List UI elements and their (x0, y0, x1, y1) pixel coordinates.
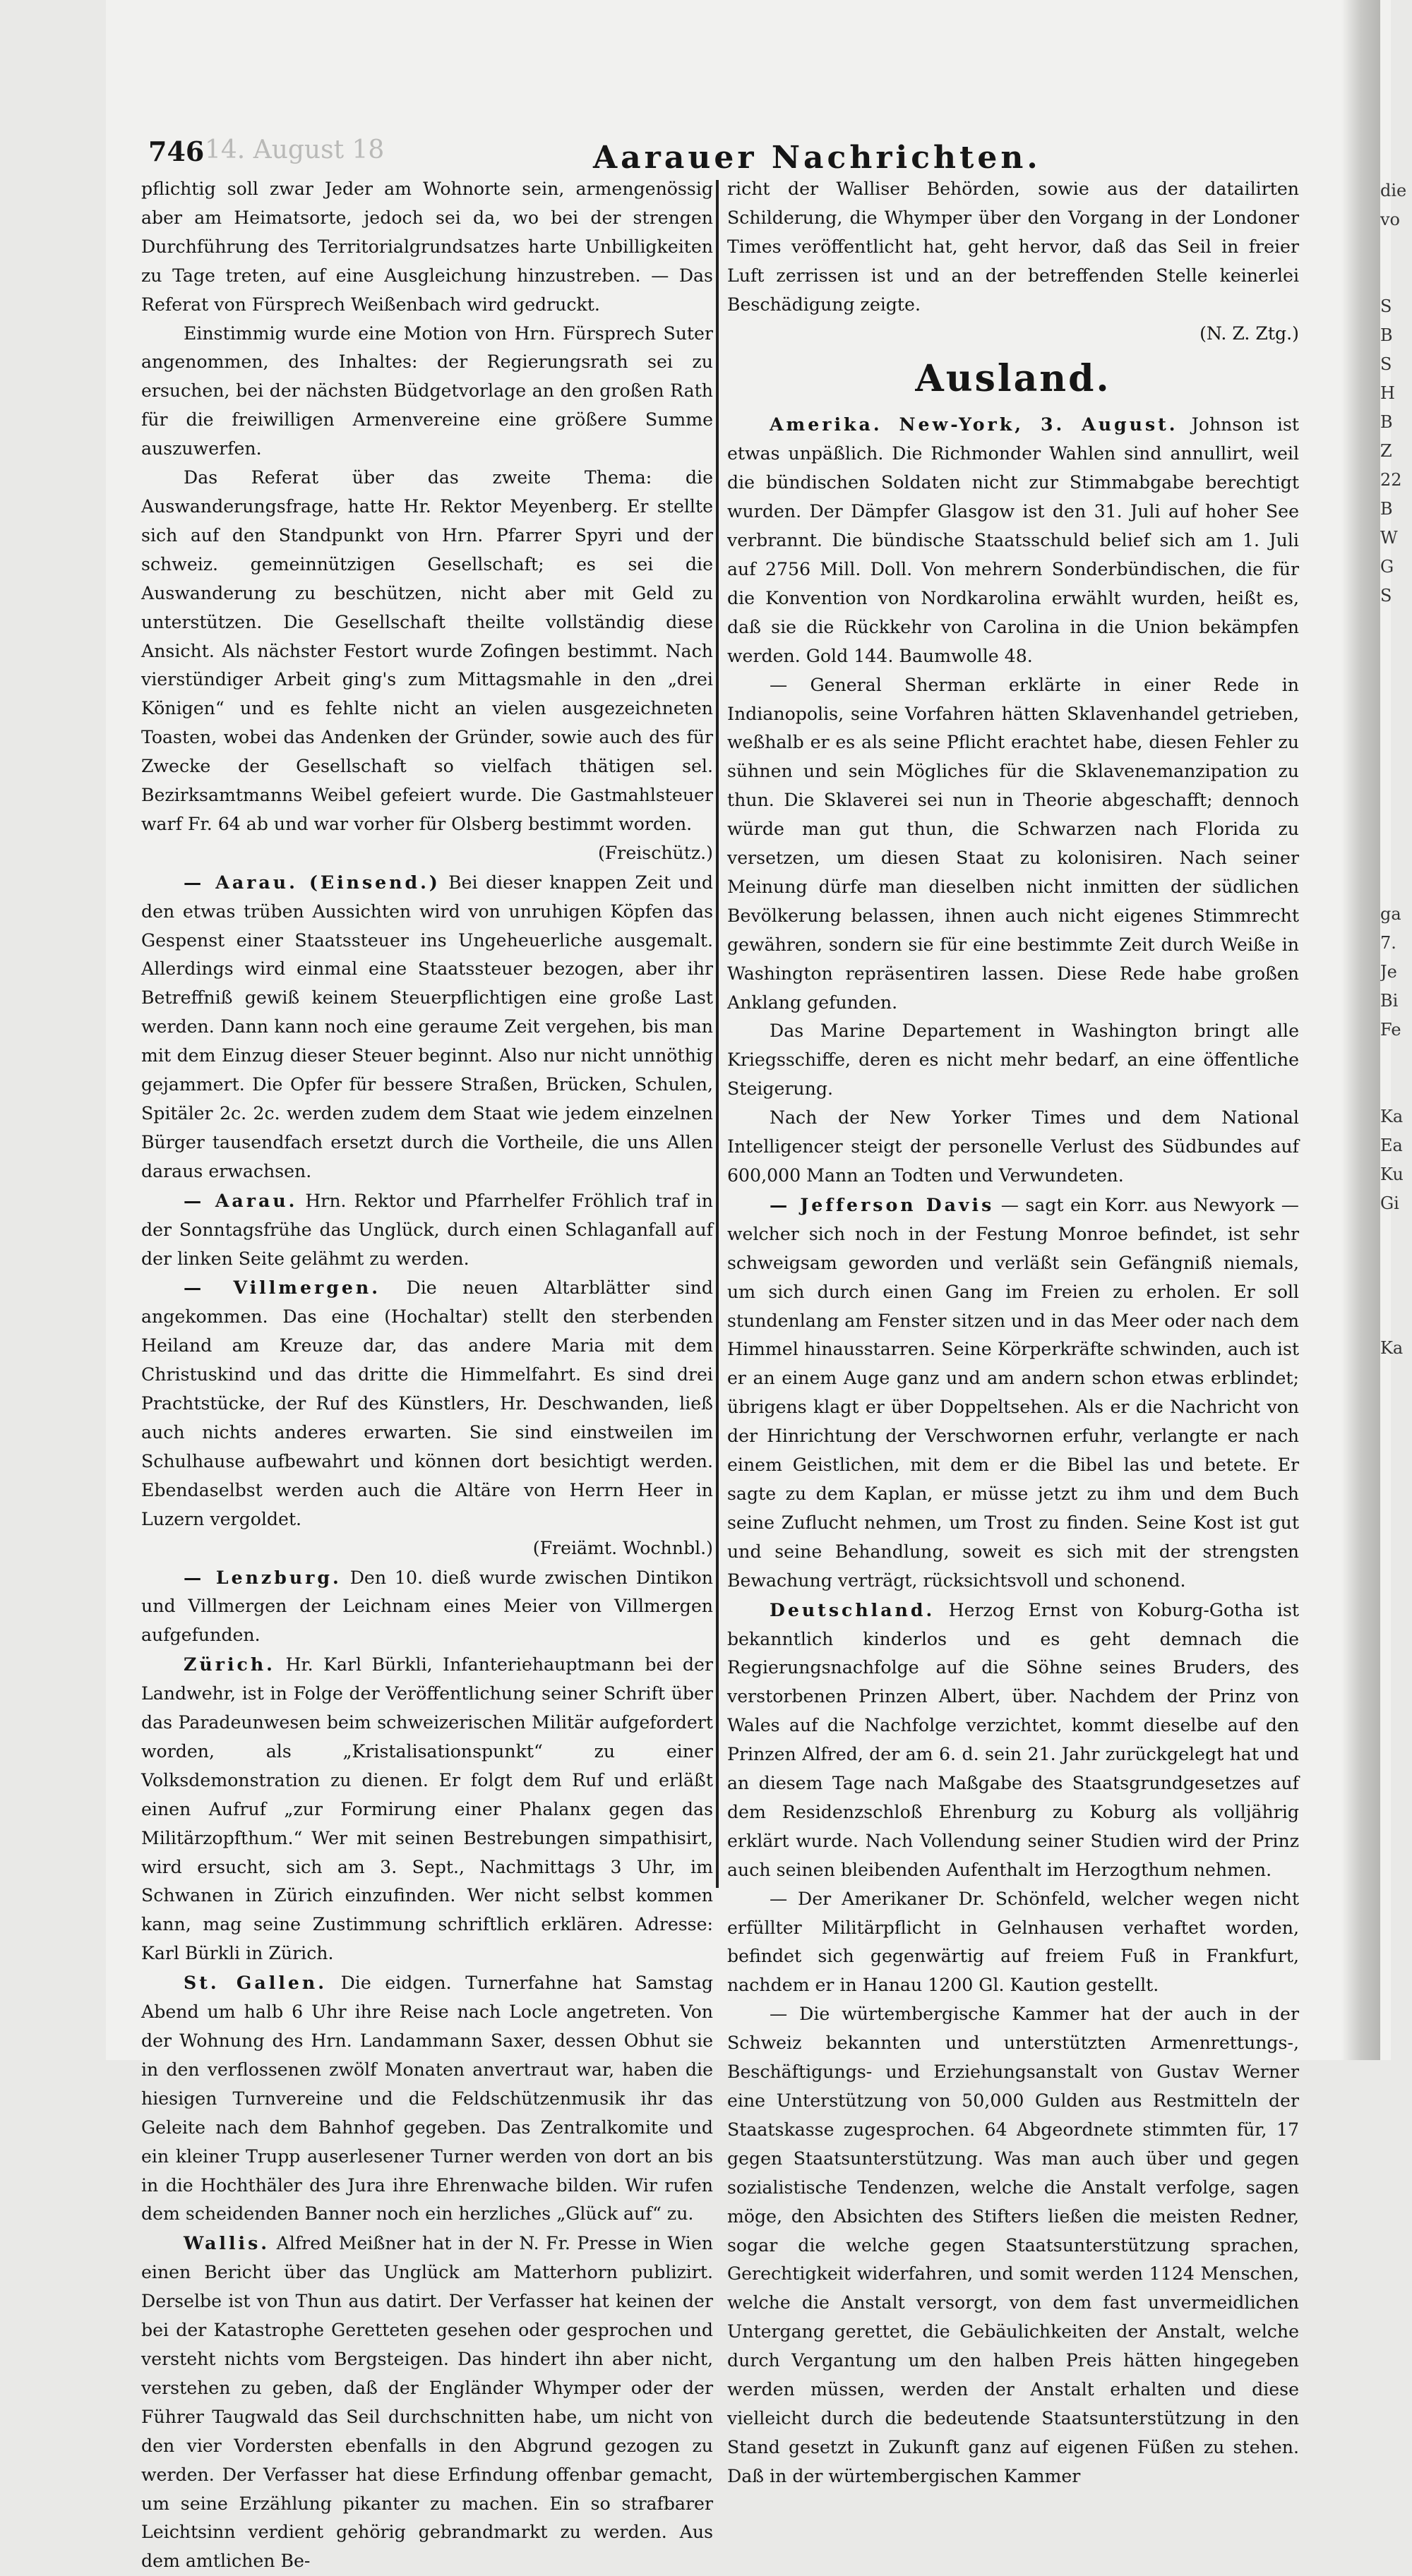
fragment-text (1380, 234, 1412, 263)
fragment-text: Gi (1380, 1193, 1399, 1213)
fragment-text: ga (1380, 904, 1401, 924)
article-source: (Freiämt. Wochnbl.) (532, 1537, 713, 1558)
page-gutter (1341, 0, 1380, 2060)
fragment-text: Fe (1380, 1020, 1401, 1040)
fragment-text: 7. (1380, 933, 1396, 953)
fragment-text: Bi (1380, 991, 1399, 1011)
right-column (727, 175, 1299, 2491)
article-paragraph (727, 1191, 1299, 1596)
article-paragraph (141, 464, 713, 839)
article-paragraph (141, 1650, 713, 1968)
article-text: Das Referat über das zweite Thema: die Auswanderungsfrage, hatte Hr. Rektor Meyenberg. Er stellte sich auf den Standpunkt von Hrn. Pfarrer Spyri und der schweiz. gemeinnützigen Gesellschaft; es sei die Auswanderung zu beschützen, nicht aber mit Geld zu unterstützen. Die Gesellschaft theilte vollständig diese Ansicht. Als nächster Festort wurde Zofingen bestimmt. Nach vierstündiger Arbeit ging's zum Mittagsmahle in den „drei Königen“ und es fehlte nicht an vielen ausgezeichneten Toasten, wobei das Andenken der Gründer, sowie auch des für Zwecke der Gesellschaft so vielfach thätigen sel. Bezirksamtmanns Weibel gefeiert wurde. Die Gastmahlsteuer warf Fr. 64 ab und war vorher für Olsberg bestimmt worden. (141, 467, 713, 834)
article-paragraph (727, 1104, 1299, 1191)
article-text: Den 10. dieß wurde zwischen Dintikon und Villmergen der Leichnam eines Meier von Villmergen aufgefunden. (141, 1567, 713, 1646)
fragment-text (1380, 1305, 1412, 1334)
fragment-text: W (1380, 528, 1398, 548)
article-paragraph (141, 1968, 713, 2229)
masthead-title: Aarauer Nachrichten. (593, 140, 1041, 176)
article-text: — General Sherman erklärte in einer Rede in Indianopolis, seine Vorfahren hätten Sklavenhandel getrieben, weßhalb er es als seine Pflicht erachtet habe, diesen Fehler zu sühnen und sein Mögliches für die Sklavenemanzipation zu thun. Die Sklaverei sei nun in Theorie abgeschafft; dennoch würde man gut thun, die Schwarzen nach Florida zu versetzen, um diesen Staat zu kolonisiren. Nach seiner Meinung dürfe man dieselben nicht inmitten der südlichen Bevölkerung belassen, ihnen auch nicht eigenes Stimmrecht gewähren, sondern sie für eine bestimmte Zeit durch Weiße in Washington repräsentiren lassen. Diese Rede habe großen Anklang gefunden. (727, 674, 1299, 1013)
fragment-text: Ku (1380, 1164, 1404, 1184)
fragment-text: 22 (1380, 470, 1402, 490)
article-paragraph (141, 1273, 713, 1534)
fragment-text: G (1380, 557, 1394, 577)
article-paragraph (727, 671, 1299, 1018)
article-paragraph (141, 868, 713, 1186)
article-dateline: Amerika. New-York, 3. August. (770, 414, 1178, 435)
fragment-text: B (1380, 412, 1393, 432)
article-text: Das Marine Departement in Washington bringt alle Kriegsschiffe, deren es nicht mehr bedarf, an eine öffentliche Steigerung. (727, 1021, 1299, 1100)
article-dateline: Deutschland. (770, 1599, 935, 1620)
article-dateline: — Jefferson Davis (770, 1193, 995, 1215)
fragment-text (1380, 668, 1412, 697)
section-heading-ausland: Ausland. (915, 357, 1111, 401)
fragment-text (1380, 726, 1412, 755)
article-paragraph (141, 1186, 713, 1274)
article-text: Einstimmig wurde eine Motion von Hrn. Fürsprech Suter angenommen, des Inhaltes: der Regierungsrath sei zu ersuchen, bei der nächsten Büdgetvorlage an den großen Rath für die freiwilligen Armenvereine eine größere Summe auszuwerfen. (141, 323, 713, 459)
fragment-text (1380, 755, 1412, 784)
fragment-text (1380, 1045, 1412, 1073)
bleed-through-date: 14. August 18 (205, 136, 385, 164)
article-dateline: — Villmergen. (184, 1277, 381, 1299)
fragment-text: S (1380, 296, 1392, 316)
article-text: Die neuen Altarblätter sind angekommen. Das eine (Hochaltar) stellt den sterbenden Heiland am Kreuze dar, das andere Maria mit dem Christuskind und das dritte die Himmelfahrt. Es sind drei Prachtstücke, der Ruf des Künstlers, Hr. Deschwanden, ließ auch nichts anderes erwarten. Sie sind einstweilen im Schulhause aufbewahrt und können dort besichtigt werden. Ebendaselbst werden auch die Altäre von Herrn Heer in Luzern vergoldet. (141, 1277, 713, 1529)
fragment-text: Je (1380, 962, 1397, 982)
fragment-text: die (1380, 181, 1407, 200)
article-source: (N. Z. Ztg.) (1199, 323, 1299, 344)
right-articles (727, 410, 1299, 2491)
article-dateline: — Aarau. (184, 1189, 298, 1211)
article-text: Herzog Ernst von Koburg-Gotha ist bekanntlich kinderlos und es geht demnach die Regierungsnachfolge auf die Söhne seines Bruders, des verstorbenen Prinzen Albert, über. Nachdem der Prinz von Wales auf die Nachfolge verzichtet, kommt dieselbe auf den Prinzen Alfred, der am 6. d. sein 21. Jahr zurückgelegt hat und an diesem Tage nach Maßgabe des Staatsgrundgesetzes auf dem Residenzschloß Ehrenburg zu Koburg als volljährig erklärt wurde. Nach Vollendung seiner Studien wird der Prinz auch seinen bleibenden Aufenthalt im Herzogthum nehmen. (727, 1599, 1299, 1880)
article-paragraph (141, 320, 713, 464)
fragment-text (1380, 610, 1412, 639)
article-text: Alfred Meißner hat in der N. Fr. Presse in Wien einen Bericht über das Unglück am Matterhorn publizirt. Derselbe ist von Thun aus datirt. Der Verfasser hat keinen der bei der Katastrophe Geretteten gesehen oder gesprochen und versteht nichts vom Bergsteigen. Das hindert ihn aber nicht, verstehen zu geben, daß der Engländer Whymper oder der Führer Taugwald das Seil durchschnitten habe, um nicht von den vier Vordersten ebenfalls in den Abgrund gezogen zu werden. Der Verfasser hat diese Erfindung offenbar gemacht, um seine Erzählung pikanter zu machen. Ein so strafbarer Leichtsinn verdient gehörig gebrandmarkt zu werden. Aus dem amtlichen Be- (141, 2233, 713, 2572)
fragment-text (1380, 263, 1412, 292)
article-text: Hr. Karl Bürkli, Infanteriehauptmann bei der Landwehr, ist in Folge der Veröffentlichung seiner Schrift über das Paradeunwesen beim schweizerischen Militär aufgefordert worden, als „Kristalisationspunkt“ zu einer Volksdemonstration zu dienen. Er folgt dem Ruf und erläßt einen Aufruf „zur Formirung einer Phalanx gegen das Militärzopfthum.“ Wer mit seinen Bestrebungen simpathisirt, wird ersucht, sich am 3. Sept., Nachmittags 3 Uhr, im Schwanen in Zürich einzufinden. Wer nicht selbst kommen kann, mag seine Zustimmung schriftlich erklären. Adresse: Karl Bürkli in Zürich. (141, 1654, 713, 1964)
fragment-text (1380, 1247, 1412, 1276)
article-text: pflichtig soll zwar Jeder am Wohnorte sein, armengenössig aber am Heimatsorte, jedoch sei da, wo bei der strengen Durchführung des Territorialgrundsatzes harte Unbilligkeiten zu Tage treten, auf eine Ausgleichung hinzustreben. — Das Referat von Fürsprech Weißenbach wird gedruckt. (141, 179, 713, 315)
article-text: Johnson ist etwas unpäßlich. Die Richmonder Wahlen sind annullirt, weil die bündischen Soldaten nicht zur Stimmabgabe berechtigt wurden. Der Dämpfer Glasgow ist den 31. Juli auf hoher See verbrannt. Die bündische Staatsschuld belief sich am 1. Juli auf 2756 Mill. Doll. Von mehrern Sonderbündischen, die für die Konvention von Nordkarolina erwählt wurden, heißt es, daß sie die Rückkehr von Carolina in die Union bekämpfen werden. Gold 144. Baumwolle 48. (727, 414, 1299, 666)
article-paragraph (141, 1563, 713, 1651)
fragment-text (1380, 871, 1412, 900)
article-text: Nach der New Yorker Times und dem National Intelligencer steigt der personelle Verlust des Südbundes auf 600,000 Mann an Todten und Verwundeten. (727, 1107, 1299, 1186)
column-divider (716, 180, 719, 1888)
article-paragraph (141, 2229, 713, 2576)
fragment-text: S (1380, 586, 1392, 606)
left-column (141, 175, 713, 2576)
fragment-text (1380, 697, 1412, 726)
fragment-text: Ka (1380, 1107, 1404, 1126)
article-text: — sagt ein Korr. aus Newyork — welcher sich noch in der Festung Monroe befindet, ist sehr schweigsam geworden und verläßt sein Gefängniß niemals, um sich durch einen Gang im Freien zu erholen. Er soll stundenlang am Fenster sitzen und in das Meer oder nach dem Himmel hinausstarren. Seine Körperkräfte schwinden, auch ist er an einem Auge ganz und am andern schon etwas erblindet; übrigens klagt er über Doppeltsehen. Als er die Nachricht von der Hinrichtung der Verschwornen erfuhr, verlangte er nach einem Geistlichen, mit dem er die Bibel las und betete. Er sagte zu dem Kaplan, er müsse jetzt zu ihm und dem Buch seine Zuflucht nehmen, um Trost zu finden. Seine Kost ist gut und seine Behandlung, soweit es sich mit der strengsten Bewachung verträgt, rücksichtsvoll und schonend. (727, 1194, 1299, 1591)
fragment-text: H (1380, 383, 1395, 403)
article-text: Die eidgen. Turnerfahne hat Samstag Abend um halb 6 Uhr ihre Reise nach Locle angetreten. Von der Wohnung des Hrn. Landammann Saxer, dessen Obhut sie in den verflossenen zwölf Monaten anvertraut war, haben die hiesigen Turnvereine und die Feldschützenmusik ihr das Geleite nach dem Bahnhof gegeben. Das Zentralkomite und ein kleiner Trupp auserlesener Turner werden von dort an bis in die Hochthäler des Jura ihre Ehrenwache bilden. Wir rufen dem scheidenden Banner noch ein herzliches „Glück auf“ zu. (141, 1973, 713, 2225)
article-text: — Die würtembergische Kammer hat der auch in der Schweiz bekannten und unterstützten Armenrettungs-, Beschäftigungs- und Erziehungsanstalt von Gustav Werner eine Unterstützung von 50,000 Gulden aus Restmitteln der Staatskasse zugesprochen. 64 Abgeordnete stimmten für, 17 gegen Staatsunterstützung. Was man auch über und gegen sozialistische Tendenzen, welche die Anstalt verfolge, sagen möge, den Absichten des Stifters ließen die meisten Redner, sogar die welche gegen Staatsunterstützung sprachen, Gerechtigkeit widerfahren, und somit werden 1124 Menschen, welche die Anstalt versorgt, von dem fast unvermeidlichen Untergang gerettet, die Gebäulichkeiten der Anstalt, welche durch Vergantung um den halben Preis hätten hingegeben werden müssen, werden der Anstalt erhalten und diese vielleicht durch die bedeutende Staatsunterstützung in den Stand gesetzt in Zukunft ganz auf eigenen Füßen zu stehen. Daß in der würtembergischen Kammer (727, 2004, 1299, 2486)
fragment-text (1380, 639, 1412, 668)
article-paragraph (727, 1017, 1299, 1104)
fragment-text: S (1380, 354, 1392, 374)
article-paragraph (141, 175, 713, 320)
article-dateline: — Lenzburg. (184, 1566, 342, 1588)
article-dateline: St. Gallen. (184, 1972, 328, 1994)
fragment-text (1380, 813, 1412, 842)
article-paragraph (727, 410, 1299, 670)
article-text: — Der Amerikaner Dr. Schönfeld, welcher wegen nicht erfüllter Militärpflicht in Gelnhausen verhaftet worden, befindet sich gegenwärtig auf freiem Fuß in Frankfurt, nachdem er in Hanau 1200 Gl. Kaution gestellt. (727, 1888, 1299, 1996)
fragment-text: vo (1380, 210, 1401, 229)
article-text: richt der Walliser Behörden, sowie aus der datailirten Schilderung, die Whymper über den Vorgang in der Londoner Times veröffentlicht hat, geht hervor, daß das Seil in freier Luft zerrissen ist und an der betreffenden Stelle keinerlei Beschädigung zeigte. (727, 179, 1299, 315)
article-dateline: — Aarau. (Einsend.) (184, 871, 441, 893)
article-dateline: Wallis. (184, 2232, 270, 2254)
article-text: Bei dieser knappen Zeit und den etwas trüben Aussichten wird von unruhigen Köpfen das Gespenst einer Staatssteuer ins Ungeheuerliche ausgemalt. Allerdings wird einmal eine Staatssteuer bezogen, aber ihr Betreffniß gewiß keinem Steuerpflichtigen eine große Last werden. Dann kann noch eine geraume Zeit vergehen, bis man mit dem Einzug dieser Steuer beginnt. Also nur nicht unnöthig gejammert. Die Opfer für bessere Straßen, Brücken, Schulen, Spitäler 2c. 2c. werden zudem dem Staat wie jedem einzelnen Bürger tausendfach ersetzt durch die Vortheile, die uns Allen daraus erwachsen. (141, 872, 713, 1181)
fragment-text: Z (1380, 441, 1392, 461)
article-text: Hrn. Rektor und Pfarrhelfer Fröhlich traf in der Sonntagsfrühe das Unglück, durch einen Schlaganfall auf der linken Seite gelähmt zu werden. (141, 1190, 713, 1269)
article-paragraph (727, 2000, 1299, 2491)
article-paragraph (727, 1596, 1299, 1885)
page-number: 746 (148, 136, 205, 167)
next-page-fragments (1380, 176, 1412, 1363)
fragment-text (1380, 842, 1412, 871)
article-dateline: Zürich. (184, 1654, 275, 1675)
fragment-text: Ea (1380, 1136, 1403, 1155)
fragment-text: B (1380, 499, 1393, 519)
article-paragraph (727, 1885, 1299, 2001)
fragment-text (1380, 784, 1412, 813)
fragment-text (1380, 1218, 1412, 1247)
fragment-text: Ka (1380, 1338, 1404, 1358)
article-continuation (727, 175, 1299, 320)
fragment-text: B (1380, 325, 1393, 345)
article-source: (Freischütz.) (597, 842, 713, 863)
fragment-text (1380, 1073, 1412, 1102)
fragment-text (1380, 1276, 1412, 1305)
